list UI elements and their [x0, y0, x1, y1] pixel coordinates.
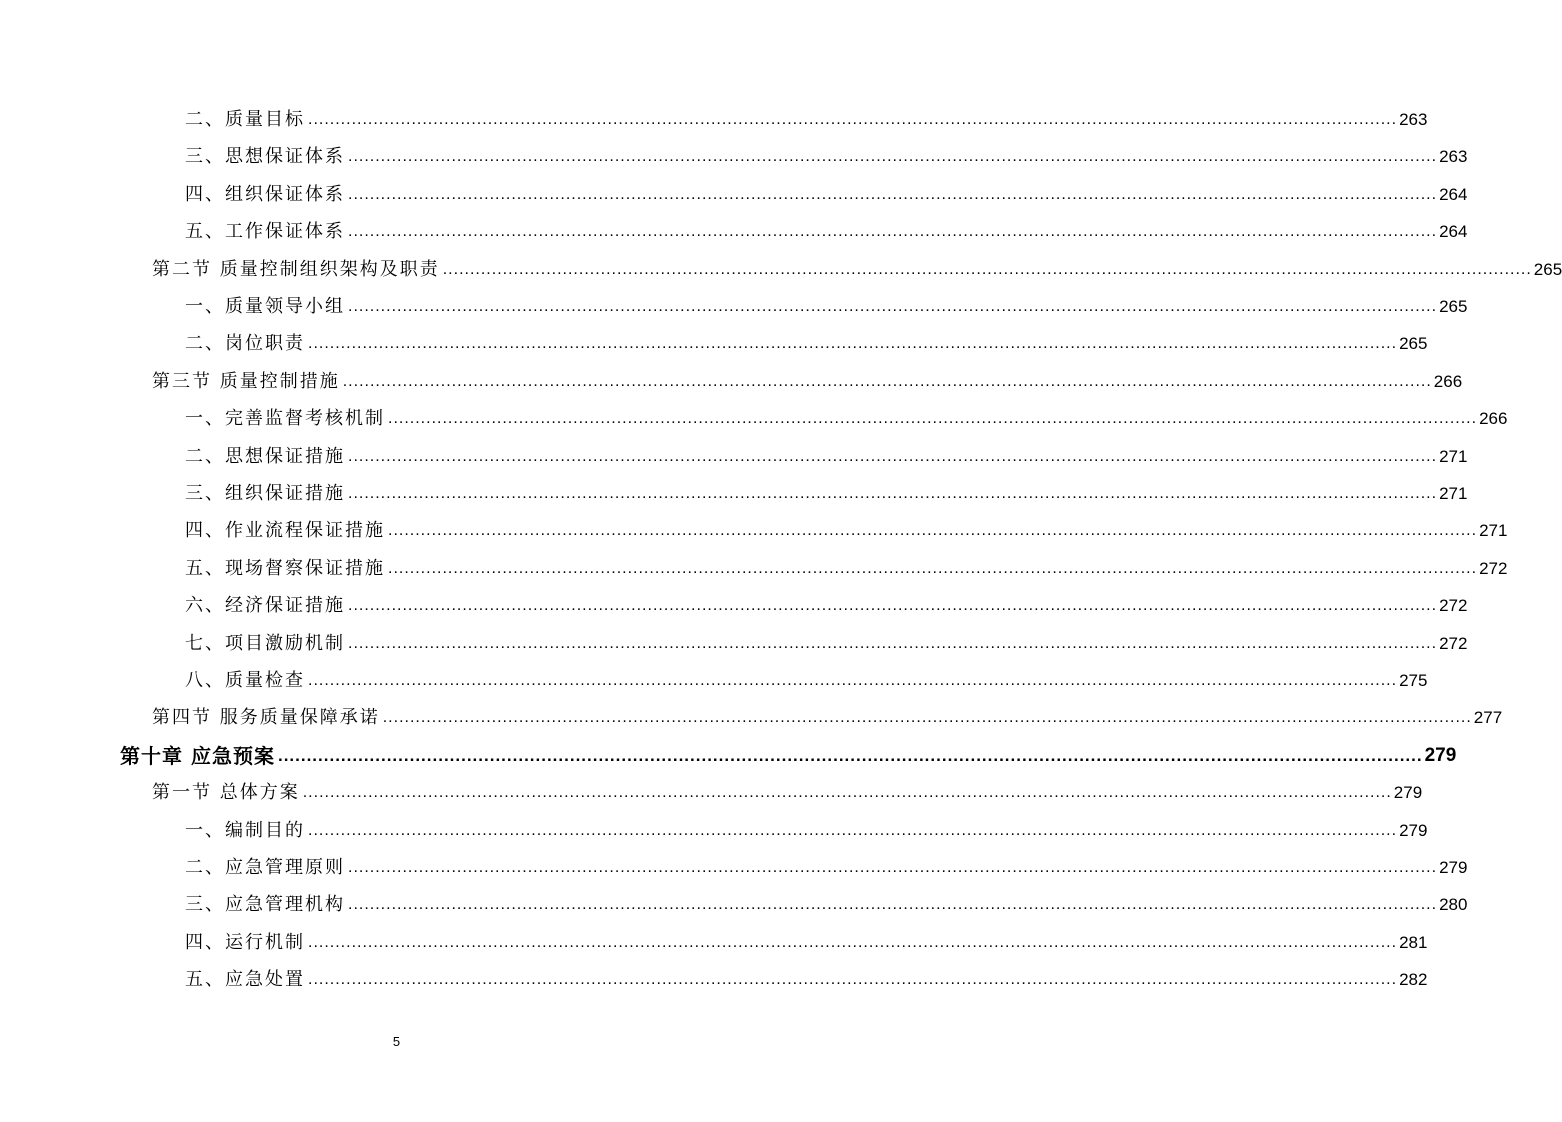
- toc-leader-dots: ........................................................................................................................................................................................................: [308, 335, 1398, 353]
- toc-entry[interactable]: [185, 479, 1468, 505]
- toc-leader-dots: ........................................................................................................................................................................................................: [442, 260, 1532, 278]
- toc-entry-page: 279: [1424, 744, 1457, 766]
- toc-leader-dots: ........................................................................................................................................................................................................: [348, 634, 1438, 652]
- toc-entry[interactable]: [120, 741, 1457, 768]
- toc-entry-title: 二、应急管理原则: [185, 857, 345, 878]
- toc-entry[interactable]: [185, 292, 1468, 318]
- toc-entry-page: 275: [1399, 671, 1428, 690]
- toc-entry-page: 263: [1399, 110, 1428, 129]
- toc-entry[interactable]: [185, 816, 1428, 842]
- toc-entry-page: 279: [1439, 858, 1468, 877]
- page-number: 5: [392, 1034, 401, 1049]
- toc-entry[interactable]: [185, 442, 1468, 468]
- toc-entry[interactable]: [185, 217, 1468, 243]
- toc-entry[interactable]: [185, 329, 1428, 355]
- toc-leader-dots: ........................................................................................................................................................................................................: [348, 447, 1438, 465]
- toc-leader-dots: ........................................................................................................................................................................................................: [342, 372, 1432, 390]
- toc-leader-dots: ........................................................................................................................................................................................................: [348, 148, 1438, 166]
- toc-entry-page: 271: [1439, 446, 1468, 466]
- toc-entry-title: 第二节 质量控制组织架构及职责: [152, 258, 440, 280]
- toc-entry-page: 271: [1439, 484, 1468, 503]
- toc-entry[interactable]: [185, 666, 1428, 692]
- toc-entry-page: 266: [1433, 371, 1463, 391]
- toc-entry[interactable]: [185, 965, 1428, 991]
- toc-entry[interactable]: [185, 591, 1468, 617]
- toc-entry-title: 七、项目激励机制: [185, 632, 345, 654]
- toc-entry[interactable]: [185, 890, 1468, 916]
- toc-entry-title: 五、应急处置: [185, 969, 305, 991]
- toc-entry-title: 四、运行机制: [185, 931, 305, 953]
- toc-entry-page: 280: [1439, 895, 1468, 915]
- toc-entry-page: 281: [1399, 932, 1428, 952]
- toc-entry[interactable]: [185, 853, 1468, 879]
- toc-entry[interactable]: [185, 142, 1468, 168]
- toc-entry[interactable]: [185, 516, 1508, 542]
- toc-entry-title: 五、工作保证体系: [185, 221, 345, 243]
- toc-entry[interactable]: [152, 778, 1423, 804]
- toc-leader-dots: ........................................................................................................................................................................................................: [388, 559, 1478, 577]
- toc-entry-page: 282: [1399, 970, 1428, 990]
- toc-leader-dots: ........................................................................................................................................................................................................: [348, 223, 1438, 241]
- toc-entry[interactable]: [185, 180, 1468, 206]
- toc-leader-dots: ........................................................................................................................................................................................................: [308, 672, 1398, 689]
- toc-entry-title: 第三节 质量控制措施: [152, 370, 340, 392]
- toc-entry-page: 279: [1393, 783, 1423, 803]
- toc-entry-page: 265: [1533, 259, 1562, 279]
- toc-entry-title: 一、编制目的: [185, 819, 305, 841]
- toc-entry-page: 272: [1479, 558, 1508, 578]
- toc-leader-dots: ........................................................................................................................................................................................................: [348, 896, 1438, 914]
- toc-leader-dots: ........................................................................................................................................................................................................: [302, 784, 1392, 802]
- toc-entry-title: 第四节 服务质量保障承诺: [152, 707, 380, 729]
- toc-leader-dots: ........................................................................................................................................................................................................: [308, 111, 1398, 128]
- toc-leader-dots: ........................................................................................................................................................................................................: [348, 298, 1438, 315]
- toc-entry-page: 265: [1399, 334, 1428, 354]
- toc-entry-page: 264: [1439, 184, 1468, 204]
- toc-leader-dots: ........................................................................................................................................................................................................: [308, 971, 1398, 989]
- toc-entry-page: 265: [1439, 297, 1468, 316]
- toc-entry-title: 第十章 应急预案: [120, 743, 275, 768]
- toc-entry[interactable]: [185, 554, 1508, 580]
- toc-leader-dots: ........................................................................................................................................................................................................: [388, 522, 1478, 540]
- toc-entry-page: 264: [1439, 222, 1468, 242]
- toc-leader-dots: ........................................................................................................................................................................................................: [348, 859, 1438, 876]
- toc-entry-page: 272: [1439, 596, 1468, 616]
- toc-entry-page: 266: [1479, 409, 1508, 429]
- toc-leader-dots: ........................................................................................................................................................................................................: [348, 597, 1438, 615]
- toc-leader-dots: ........................................................................................................................................................................................................: [308, 933, 1398, 951]
- toc-entry-title: 四、组织保证体系: [185, 183, 345, 205]
- toc-leader-dots: ........................................................................................................................................................................................................: [348, 485, 1438, 502]
- toc-entry-title: 三、思想保证体系: [185, 146, 345, 168]
- toc-entry[interactable]: [185, 404, 1508, 430]
- toc-entry[interactable]: [152, 255, 1562, 281]
- toc-entry-title: 三、组织保证措施: [185, 483, 345, 504]
- toc-entry[interactable]: [185, 105, 1428, 131]
- toc-leader-dots: ........................................................................................................................................................................................................: [388, 410, 1478, 428]
- toc-entry-title: 四、作业流程保证措施: [185, 520, 385, 542]
- toc-entry-page: 271: [1479, 521, 1508, 541]
- toc-entry-page: 263: [1439, 147, 1468, 167]
- toc-entry[interactable]: [152, 703, 1503, 729]
- toc-entry-page: 277: [1473, 708, 1503, 728]
- toc-entry-title: 二、岗位职责: [185, 333, 305, 355]
- toc-entry-page: 279: [1399, 820, 1428, 840]
- toc-leader-dots: ........................................................................................................................................................................................................: [382, 709, 1472, 727]
- toc-entry-page: 272: [1439, 633, 1468, 653]
- toc-leader-dots: ........................................................................................................................................................................................................: [277, 745, 1423, 765]
- toc-entry-title: 五、现场督察保证措施: [185, 557, 385, 579]
- toc-entry-title: 六、经济保证措施: [185, 595, 345, 617]
- toc-entry-title: 一、完善监督考核机制: [185, 408, 385, 430]
- toc-leader-dots: ........................................................................................................................................................................................................: [348, 185, 1438, 203]
- toc-leader-dots: ........................................................................................................................................................................................................: [308, 821, 1398, 839]
- toc-entry-title: 八、质量检查: [185, 670, 305, 691]
- toc-entry-title: 一、质量领导小组: [185, 296, 345, 317]
- toc-entry-title: 二、思想保证措施: [185, 445, 345, 467]
- toc-entry-title: 第一节 总体方案: [152, 782, 300, 804]
- toc-entry-title: 二、质量目标: [185, 109, 305, 130]
- toc-entry-title: 三、应急管理机构: [185, 894, 345, 916]
- toc-entry[interactable]: [185, 928, 1428, 954]
- toc-entry[interactable]: [185, 629, 1468, 655]
- toc-entry[interactable]: [152, 367, 1463, 393]
